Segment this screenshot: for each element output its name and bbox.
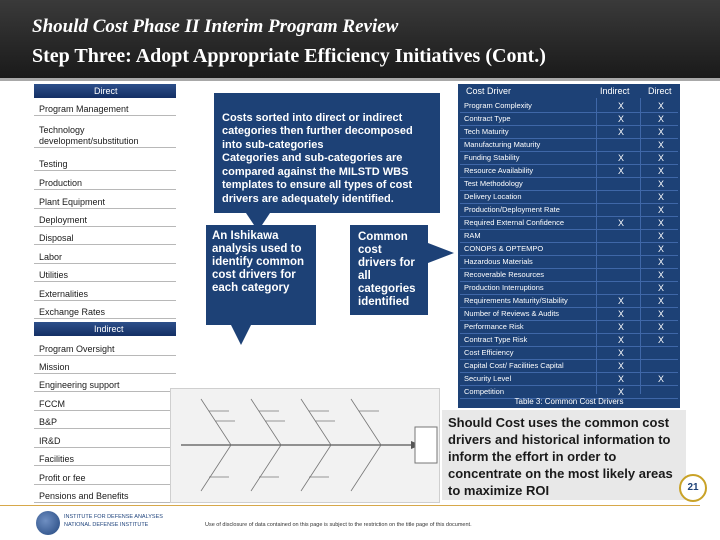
indirect-item: Mission bbox=[34, 362, 176, 374]
indirect-mark: X bbox=[618, 374, 625, 384]
direct-mark: X bbox=[658, 140, 665, 150]
indirect-mark: X bbox=[618, 114, 625, 124]
column-header-driver: Cost Driver bbox=[466, 86, 512, 96]
ishikawa-diagram bbox=[170, 388, 440, 503]
table-row bbox=[460, 282, 678, 294]
direct-mark: X bbox=[658, 283, 665, 293]
logo bbox=[36, 511, 163, 537]
direct-mark: X bbox=[658, 101, 665, 111]
indirect-item: Pensions and Benefits bbox=[34, 491, 176, 503]
cost-driver-label: Number of Reviews & Audits bbox=[464, 309, 560, 318]
indirect-mark: X bbox=[618, 387, 625, 397]
direct-mark: X bbox=[658, 114, 665, 124]
indirect-mark: X bbox=[618, 309, 625, 319]
cost-driver-label: Delivery Location bbox=[464, 192, 522, 201]
footer-disclaimer: Use of disclosure of data contained on this page is subject to the restriction on the title page of this document. bbox=[205, 522, 472, 528]
decomposition-callout bbox=[214, 93, 440, 213]
table-row bbox=[460, 373, 678, 385]
common-drivers-callout bbox=[350, 225, 428, 315]
indirect-mark: X bbox=[618, 166, 625, 176]
table-row bbox=[460, 334, 678, 346]
indirect-item: Engineering support bbox=[34, 380, 176, 392]
cost-driver-label: Hazardous Materials bbox=[464, 257, 533, 266]
indirect-item: IR&D bbox=[34, 436, 176, 448]
table-row bbox=[460, 152, 678, 164]
indirect-item: FCCM bbox=[34, 399, 176, 411]
indirect-item: Facilities bbox=[34, 454, 176, 466]
direct-item: Program Management bbox=[34, 104, 176, 116]
cost-driver-label: Resource Availability bbox=[464, 166, 534, 175]
ishikawa-callout bbox=[206, 225, 316, 325]
table-caption: Table 3: Common Cost Drivers bbox=[514, 397, 624, 406]
direct-item: Labor bbox=[34, 252, 176, 264]
logo-text-line2: NATIONAL DEFENSE INSTITUTE bbox=[64, 522, 149, 528]
cost-driver-label: Program Complexity bbox=[464, 101, 532, 110]
direct-item: Disposal bbox=[34, 233, 176, 245]
cost-driver-label: Contract Type bbox=[464, 114, 511, 123]
direct-item: Production bbox=[34, 178, 176, 190]
direct-item: Plant Equipment bbox=[34, 197, 176, 209]
cost-driver-label: Required External Confidence bbox=[464, 218, 565, 227]
column-header-indirect: Indirect bbox=[600, 86, 630, 96]
direct-item: Deployment bbox=[34, 215, 176, 227]
direct-category-header: Direct bbox=[34, 84, 176, 98]
table-row bbox=[460, 100, 678, 112]
direct-item: Utilities bbox=[34, 270, 176, 282]
cost-driver-label: Contract Type Risk bbox=[464, 335, 528, 344]
cost-driver-label: Test Methodology bbox=[464, 179, 523, 188]
slide-header bbox=[0, 0, 720, 78]
table-row bbox=[460, 295, 678, 307]
indirect-item: Program Oversight bbox=[34, 344, 176, 356]
table-row bbox=[460, 126, 678, 138]
table-row bbox=[460, 139, 678, 151]
table-row bbox=[460, 165, 678, 177]
callout-pointer bbox=[231, 325, 251, 345]
cost-driver-label: Security Level bbox=[464, 374, 512, 383]
indirect-mark: X bbox=[618, 127, 625, 137]
footer-divider bbox=[0, 505, 700, 506]
table-row bbox=[460, 256, 678, 268]
direct-mark: X bbox=[658, 309, 665, 319]
fishbone-graphic bbox=[171, 389, 439, 502]
decomposition-callout-text: Costs sorted into direct or indirect categories then further decomposed into sub-categories Categories and sub-categories are compared against the MILSTD WBS templates to ensure all types of cost drivers are adequately identified. bbox=[222, 111, 413, 205]
logo-text-line1: INSTITUTE FOR DEFENSE ANALYSES bbox=[64, 514, 163, 520]
table-row bbox=[460, 113, 678, 125]
cost-driver-label: Funding Stability bbox=[464, 153, 520, 162]
table-row bbox=[460, 191, 678, 203]
cost-driver-label: Production/Deployment Rate bbox=[464, 205, 560, 214]
direct-mark: X bbox=[658, 127, 665, 137]
cost-driver-label: Manufacturing Maturity bbox=[464, 140, 541, 149]
slide-title-line2: Step Three: Adopt Appropriate Efficiency Initiatives (Cont.) bbox=[32, 45, 546, 67]
direct-mark: X bbox=[658, 270, 665, 280]
common-drivers-callout-text: Common cost drivers for all categories identified bbox=[358, 231, 416, 308]
indirect-category-header: Indirect bbox=[34, 322, 176, 336]
direct-mark: X bbox=[658, 322, 665, 332]
table-row bbox=[460, 243, 678, 255]
cost-driver-label: Production Interruptions bbox=[464, 283, 544, 292]
direct-mark: X bbox=[658, 244, 665, 254]
direct-mark: X bbox=[658, 257, 665, 267]
direct-item: Exchange Rates bbox=[34, 307, 176, 319]
indirect-mark: X bbox=[618, 348, 625, 358]
direct-item: Technology development/substitution bbox=[34, 125, 176, 148]
table-row bbox=[460, 347, 678, 359]
indirect-mark: X bbox=[618, 101, 625, 111]
summary-note: Should Cost uses the common cost drivers and historical information to inform the effort in order to concentrate on the most likely areas to maximize ROI bbox=[442, 410, 686, 500]
cost-driver-label: Performance Risk bbox=[464, 322, 524, 331]
indirect-item: B&P bbox=[34, 417, 176, 429]
direct-mark: X bbox=[658, 166, 665, 176]
indirect-item: Profit or fee bbox=[34, 473, 176, 485]
table-row bbox=[460, 217, 678, 229]
cost-driver-label: Tech Maturity bbox=[464, 127, 509, 136]
table-row bbox=[460, 321, 678, 333]
direct-mark: X bbox=[658, 205, 665, 215]
direct-mark: X bbox=[658, 218, 665, 228]
indirect-mark: X bbox=[618, 361, 625, 371]
direct-mark: X bbox=[658, 335, 665, 345]
indirect-mark: X bbox=[618, 153, 625, 163]
ishikawa-callout-text: An Ishikawa analysis used to identify common cost drivers for each category bbox=[212, 230, 305, 294]
table-row bbox=[460, 308, 678, 320]
slide-title-line1: Should Cost Phase II Interim Program Review bbox=[32, 16, 399, 37]
direct-mark: X bbox=[658, 296, 665, 306]
cost-category-list bbox=[34, 84, 176, 504]
callout-pointer bbox=[428, 243, 454, 263]
column-header-direct: Direct bbox=[648, 86, 672, 96]
direct-mark: X bbox=[658, 179, 665, 189]
cost-driver-label: Requirements Maturity/Stability bbox=[464, 296, 568, 305]
direct-item: Testing bbox=[34, 159, 176, 171]
cost-driver-table bbox=[458, 84, 680, 408]
direct-mark: X bbox=[658, 374, 665, 384]
direct-mark: X bbox=[658, 231, 665, 241]
table-row bbox=[460, 269, 678, 281]
table-row bbox=[460, 204, 678, 216]
table-row bbox=[460, 360, 678, 372]
cost-driver-label: Capital Cost/ Facilities Capital bbox=[464, 361, 564, 370]
direct-item: Externalities bbox=[34, 289, 176, 301]
table-row bbox=[460, 230, 678, 242]
cost-driver-label: Competition bbox=[464, 387, 505, 396]
direct-mark: X bbox=[658, 192, 665, 202]
indirect-mark: X bbox=[618, 322, 625, 332]
indirect-mark: X bbox=[618, 335, 625, 345]
cost-driver-label: Recoverable Resources bbox=[464, 270, 545, 279]
indirect-mark: X bbox=[618, 218, 625, 228]
indirect-mark: X bbox=[618, 296, 625, 306]
page-number: 21 bbox=[679, 474, 707, 502]
cost-driver-label: RAM bbox=[464, 231, 481, 240]
header-divider bbox=[0, 78, 720, 81]
table-row bbox=[460, 178, 678, 190]
cost-driver-label: Cost Efficiency bbox=[464, 348, 514, 357]
logo-emblem-icon bbox=[36, 511, 60, 535]
direct-mark: X bbox=[658, 153, 665, 163]
cost-driver-label: CONOPS & OPTEMPO bbox=[464, 244, 544, 253]
